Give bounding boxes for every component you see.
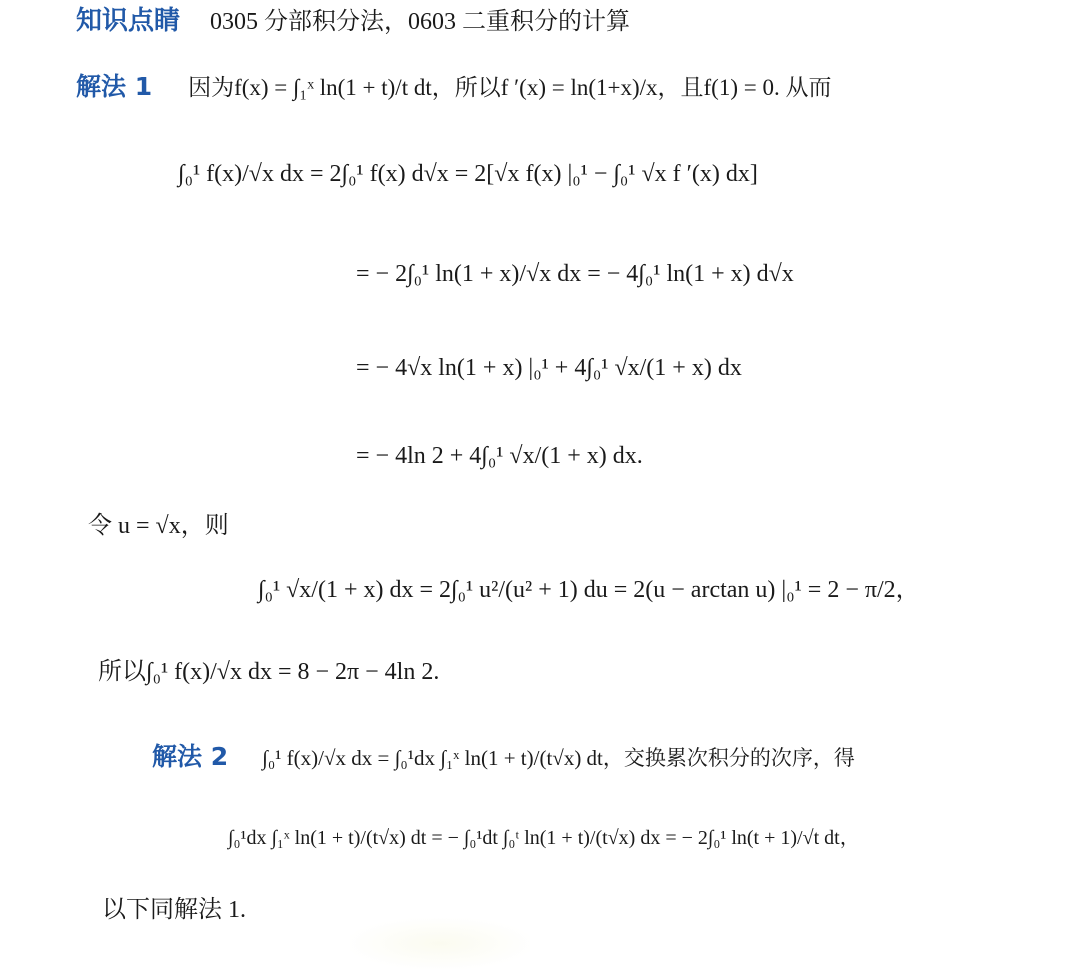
solution1-conclusion: 所以∫₀¹ f(x)/√x dx = 8 − 2π − 4ln 2.: [98, 659, 440, 685]
substitution-line: 令 u = √x，则: [88, 513, 229, 539]
solution1-line3: = − 2∫₀¹ ln(1 + x)/√x dx = − 4∫₀¹ ln(1 + x) d√x: [356, 261, 794, 287]
solution1-line5: = − 4ln 2 + 4∫₀¹ √x/(1 + x) dx.: [356, 443, 643, 469]
solution1-line1: 因为f(x) = ∫₁ˣ ln(1 + t)/t dt，所以f ′(x) = ln(1+x)/x，且f(1) = 0. 从而: [188, 75, 832, 100]
header-line: [76, 8, 630, 34]
solution2-intro: [152, 744, 855, 769]
knowledge-badge: 知识点睛: [76, 6, 181, 36]
page-bottom-glare: [350, 918, 530, 969]
solution1-label: 解法 1: [76, 72, 153, 101]
solution2-tail: 以下同解法 1.: [102, 897, 246, 923]
solution1-line4: = − 4√x ln(1 + x) |₀¹ + 4∫₀¹ √x/(1 + x) dx: [356, 355, 742, 381]
solution1-line2: ∫₀¹ f(x)/√x dx = 2∫₀¹ f(x) d√x = 2[√x f(x) |₀¹ − ∫₀¹ √x f ′(x) dx]: [178, 161, 758, 187]
solution2-label: 解法 2: [152, 742, 229, 771]
solution2-line2: ∫₀¹dx ∫₁ˣ ln(1 + t)/(t√x) dt = − ∫₀¹dt ∫₀ᵗ ln(1 + t)/(t√x) dx = − 2∫₀¹ ln(t + 1)/√t dt，: [228, 827, 860, 849]
solution1-intro: [76, 74, 831, 99]
solution1-line6: ∫₀¹ √x/(1 + x) dx = 2∫₀¹ u²/(u² + 1) du = 2(u − arctan u) |₀¹ = 2 − π/2，: [258, 577, 920, 603]
topic-list: 0305 分部积分法，0603 二重积分的计算: [209, 9, 630, 35]
solution2-line1: ∫₀¹ f(x)/√x dx = ∫₀¹dx ∫₁ˣ ln(1 + t)/(t√x) dt，交换累次积分的次序，得: [262, 746, 855, 770]
